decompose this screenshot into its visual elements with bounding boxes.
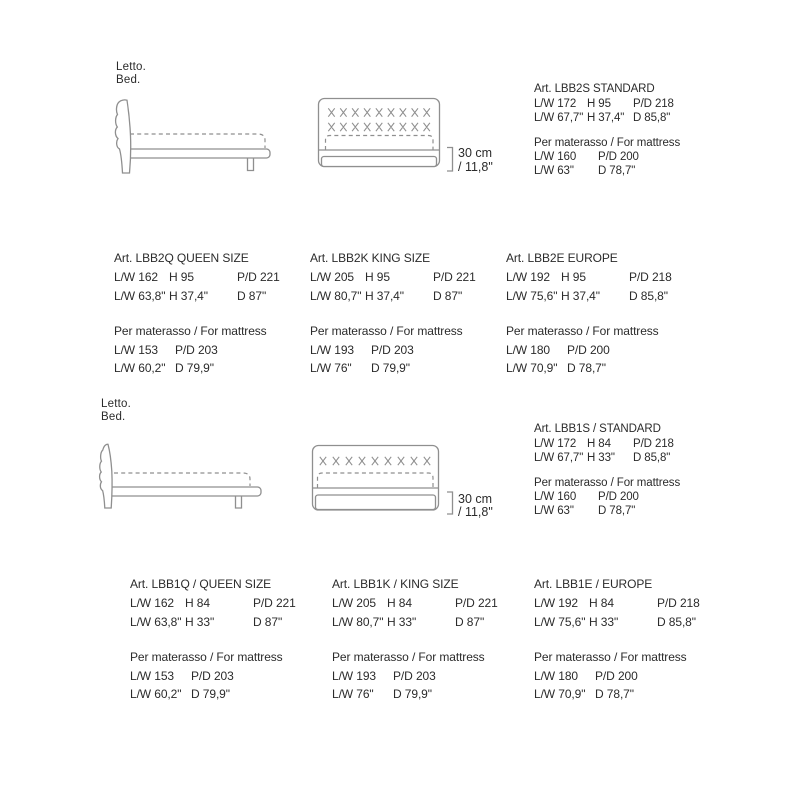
spec-row-imperial — [310, 287, 476, 306]
dim-d: D 87" — [253, 614, 283, 629]
dim-h: H 95 — [169, 270, 194, 284]
spec-title: Art. LBB2K KING SIZE — [310, 251, 431, 265]
dim-pd: P/D 221 — [455, 596, 498, 610]
spacer — [534, 125, 680, 136]
dim-pd: P/D 218 — [657, 596, 700, 610]
dim-d: D 85,8" — [657, 614, 696, 629]
dim-lw: L/W 160 — [534, 151, 577, 163]
dim-d: D 78,7" — [595, 687, 634, 701]
dim-lw: L/W 63,8" — [114, 288, 166, 303]
dim-d: D 79,9" — [371, 361, 410, 375]
mattress-row-metric — [114, 341, 280, 360]
dim-lw: L/W 60,2" — [130, 687, 182, 701]
dim-d: D 87" — [433, 288, 463, 303]
dim-h: H 84 — [387, 596, 412, 610]
dim-lw: L/W 153 — [130, 668, 174, 683]
spec-title: Art. LBB2Q QUEEN SIZE — [114, 251, 249, 265]
mattress-row-metric — [534, 490, 680, 504]
dim-h: H 95 — [561, 270, 586, 284]
dim-d: D 78,7" — [598, 505, 636, 517]
dim-lw: L/W 180 — [534, 668, 578, 683]
dim-h: H 33" — [587, 452, 615, 464]
dim-lw: L/W 193 — [332, 668, 376, 683]
dim-h: H 37,4" — [169, 288, 208, 303]
spec-block-lbb2s — [534, 82, 680, 178]
spec-row-imperial — [506, 287, 672, 306]
dimension-bracket — [447, 492, 453, 514]
dim-d: D 87" — [455, 614, 485, 629]
dim-lw: L/W 162 — [114, 270, 158, 284]
dim-h: H 84 — [587, 438, 611, 450]
dim-h: H 37,4" — [587, 112, 625, 124]
spec-row-imperial — [534, 451, 680, 465]
spec-row-metric — [114, 268, 280, 287]
dim-lw: L/W 192 — [506, 270, 550, 284]
spacer — [332, 631, 498, 648]
product-label-english: Bed. — [101, 411, 126, 423]
spec-title: Art. LBB1K / KING SIZE — [332, 577, 459, 591]
bed-front-view-drawing-tall — [315, 93, 510, 175]
mattress-label: Per materasso / For mattress — [310, 324, 463, 338]
spec-title: Art. LBB2E EUROPE — [506, 251, 618, 265]
dim-lw: L/W 205 — [310, 270, 354, 284]
dim-d: D 87" — [237, 288, 267, 303]
dim-pd: P/D 203 — [191, 668, 234, 683]
mattress-dashed-line — [130, 134, 265, 148]
mattress-label: Per materasso / For mattress — [534, 650, 687, 664]
product-label-english: Bed. — [116, 74, 141, 86]
dim-lw: L/W 172 — [534, 438, 577, 450]
mattress-dashed-line — [114, 473, 250, 486]
mattress-label: Per materasso / For mattress — [534, 477, 681, 489]
spec-row-metric — [534, 594, 700, 613]
mattress-row-imperial — [534, 504, 680, 518]
dim-pd: P/D 203 — [371, 342, 414, 357]
mattress-label: Per materasso / For mattress — [130, 650, 283, 664]
bed-side-view-drawing-low — [95, 438, 270, 513]
dim-lw: L/W 192 — [534, 596, 578, 610]
dim-lw: L/W 180 — [506, 342, 550, 357]
spec-row-imperial — [332, 613, 498, 632]
bed-side-view-drawing-tall — [100, 92, 280, 177]
dim-d: D 79,9" — [191, 687, 230, 701]
dim-d: D 85,8" — [633, 452, 671, 464]
dim-lw: L/W 67,7" — [534, 112, 584, 124]
spec-row-metric — [310, 268, 476, 287]
mattress-row-metric — [332, 667, 498, 686]
mattress-row-metric — [130, 667, 296, 686]
mattress-row-metric — [506, 341, 672, 360]
dim-pd: P/D 218 — [633, 438, 674, 450]
bed-front-leg — [236, 496, 242, 508]
dim-lw: L/W 63,8" — [130, 614, 182, 629]
frame-height-metric-label: 30 cm — [458, 146, 493, 160]
mattress-row-metric — [534, 667, 700, 686]
dim-lw: L/W 60,2" — [114, 361, 166, 375]
dim-h: H 33" — [387, 614, 417, 629]
dim-lw: L/W 205 — [332, 596, 376, 610]
dim-lw: L/W 63" — [534, 505, 574, 517]
bed-front-view-drawing-low — [310, 440, 505, 520]
dim-h: H 95 — [365, 270, 390, 284]
dim-h: H 37,4" — [365, 288, 404, 303]
dim-lw: L/W 76" — [310, 361, 352, 375]
spec-title: Art. LBB1E / EUROPE — [534, 577, 653, 591]
base-platform — [322, 157, 437, 167]
mattress-row-imperial — [310, 359, 476, 378]
dim-h: H 37,4" — [561, 288, 600, 303]
dim-pd: P/D 218 — [633, 98, 674, 110]
dim-pd: P/D 221 — [253, 596, 296, 610]
mattress-row-imperial — [534, 685, 700, 704]
spec-block-lbb2q — [114, 248, 280, 378]
mattress-row-imperial — [506, 359, 672, 378]
dim-pd: P/D 221 — [433, 270, 476, 284]
dim-lw: L/W 80,7" — [310, 288, 362, 303]
mattress-label: Per materasso / For mattress — [534, 137, 681, 149]
mattress-row-imperial — [534, 164, 680, 178]
spec-row-metric — [534, 97, 680, 111]
mattress-row-imperial — [130, 685, 296, 704]
spacer — [130, 631, 296, 648]
dim-lw: L/W 193 — [310, 342, 354, 357]
spec-title: Art. LBB2S STANDARD — [534, 83, 655, 95]
product-label-italian: Letto. — [116, 61, 146, 73]
headboard-side-profile — [100, 444, 112, 508]
bed-frame-rail — [126, 149, 270, 158]
frame-height-imperial-label: / 11,8" — [458, 505, 493, 519]
dim-lw: L/W 80,7" — [332, 614, 384, 629]
spec-row-imperial — [130, 613, 296, 632]
product-label-bottom — [101, 398, 131, 424]
spec-row-imperial — [534, 613, 700, 632]
dim-lw: L/W 75,6" — [534, 614, 586, 629]
spacer — [534, 465, 680, 476]
spec-row-imperial — [114, 287, 280, 306]
dim-lw: L/W 153 — [114, 342, 158, 357]
dim-d: D 79,9" — [393, 687, 432, 701]
spec-title: Art. LBB1S / STANDARD — [534, 423, 661, 435]
dim-d: D 78,7" — [598, 165, 636, 177]
spec-title: Art. LBB1Q / QUEEN SIZE — [130, 577, 272, 591]
mattress-label: Per materasso / For mattress — [114, 324, 267, 338]
dim-pd: P/D 218 — [629, 270, 672, 284]
spec-block-lbb2e — [506, 248, 672, 378]
frame-height-metric-label: 30 cm — [458, 492, 493, 506]
dim-pd: P/D 200 — [598, 491, 639, 503]
mattress-row-metric — [534, 150, 680, 164]
dim-pd: P/D 200 — [567, 342, 610, 357]
frame-height-imperial-label: / 11,8" — [458, 160, 493, 174]
spacer — [534, 631, 700, 648]
dim-d: D 79,9" — [175, 361, 214, 375]
base-platform — [316, 495, 436, 510]
dim-h: H 33" — [589, 614, 619, 629]
headboard-side-profile — [115, 100, 130, 173]
product-label-italian: Letto. — [101, 398, 131, 410]
dim-pd: P/D 221 — [237, 270, 280, 284]
spec-row-metric — [506, 268, 672, 287]
bed-frame-rail — [109, 487, 261, 496]
spec-block-lbb1e — [534, 574, 700, 704]
dim-pd: P/D 200 — [595, 668, 638, 683]
dimension-bracket — [447, 148, 453, 172]
mattress-row-imperial — [114, 359, 280, 378]
spec-row-metric — [130, 594, 296, 613]
dim-lw: L/W 172 — [534, 98, 577, 110]
dim-h: H 84 — [185, 596, 210, 610]
dim-h: H 33" — [185, 614, 215, 629]
mattress-row-metric — [310, 341, 476, 360]
dim-d: D 78,7" — [567, 361, 606, 375]
spacer — [506, 305, 672, 322]
dim-pd: P/D 203 — [175, 342, 218, 357]
dim-lw: L/W 63" — [534, 165, 574, 177]
spec-block-lbb1k — [332, 574, 498, 704]
spec-block-lbb1s — [534, 422, 680, 518]
spec-block-lbb2k — [310, 248, 476, 378]
spec-row-metric — [534, 437, 680, 451]
dim-pd: P/D 203 — [393, 668, 436, 683]
dim-lw: L/W 67,7" — [534, 452, 584, 464]
dim-lw: L/W 70,9" — [534, 687, 586, 701]
product-label-top — [116, 61, 146, 87]
dim-lw: L/W 75,6" — [506, 288, 558, 303]
spacer — [310, 305, 476, 322]
dim-lw: L/W 76" — [332, 687, 374, 701]
mattress-label: Per materasso / For mattress — [332, 650, 485, 664]
dim-d: D 85,8" — [633, 112, 671, 124]
dim-lw: L/W 162 — [130, 596, 174, 610]
dim-pd: P/D 200 — [598, 151, 639, 163]
spacer — [114, 305, 280, 322]
dim-h: H 95 — [587, 98, 611, 110]
mattress-label: Per materasso / For mattress — [506, 324, 659, 338]
spec-block-lbb1q — [130, 574, 296, 704]
dim-lw: L/W 70,9" — [506, 361, 558, 375]
mattress-row-imperial — [332, 685, 498, 704]
spec-row-imperial — [534, 111, 680, 125]
dim-d: D 85,8" — [629, 288, 668, 303]
dim-lw: L/W 160 — [534, 491, 577, 503]
bed-front-leg — [248, 158, 254, 171]
dim-h: H 84 — [589, 596, 614, 610]
spec-row-metric — [332, 594, 498, 613]
